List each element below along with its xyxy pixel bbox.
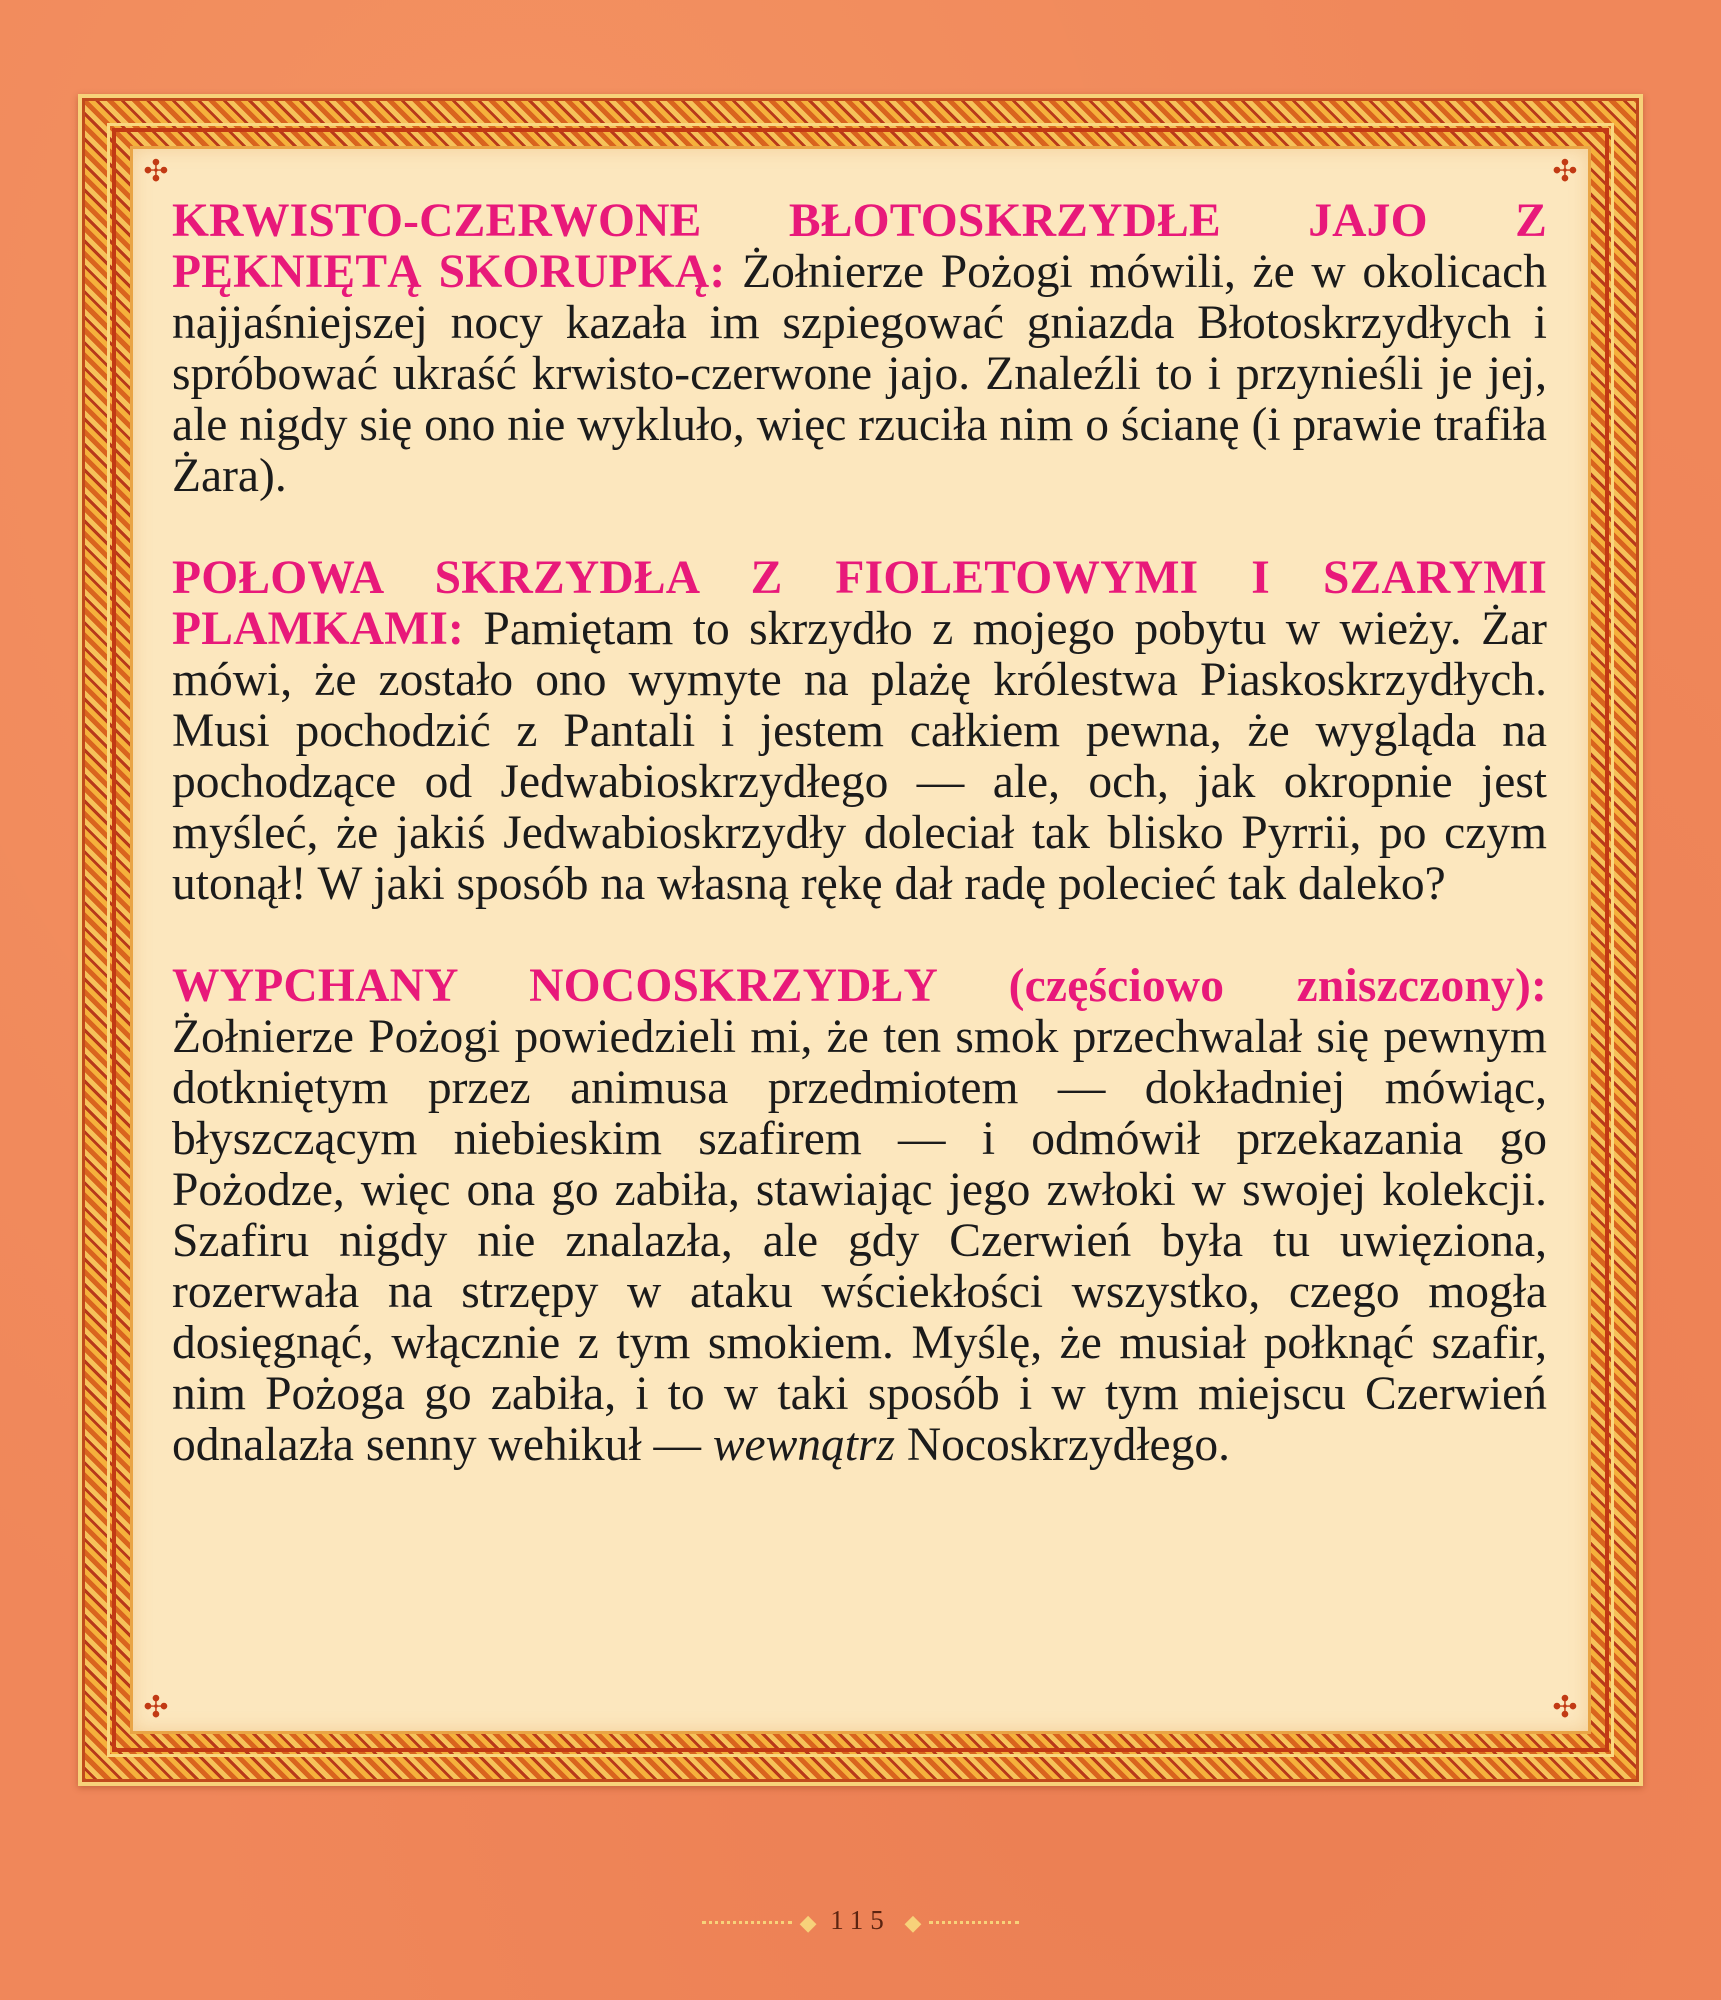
diamond-icon: ◆ (904, 1909, 922, 1935)
entry-heading: POŁOWA SKRZYDŁA Z FIOLETOWYMI I SZARYMI PLAMKAMI: (172, 552, 1547, 655)
corner-ornament-icon: ✣ (1552, 155, 1578, 188)
corner-ornament-icon: ✣ (1552, 1691, 1578, 1724)
page-content (172, 196, 1547, 1471)
entry-heading: KRWISTO-CZERWONE BŁOTOSKRZYDŁE JAJO Z PĘKNIĘTĄ SKORUPKĄ: (172, 195, 1547, 298)
entry-stuffed-nightwing (172, 961, 1547, 1471)
entry-text: Pamiętam to skrzydło z mojego pobytu w wieży. Żar mówi, że zostało ono wymyte na plażę królestwa Piaskoskrzydłych. Musi pochodzić z Pantali i jestem całkiem pewna, że wygląda na pochodzące od Jedwabioskrzydłego — ale, och, jak okropnie jest myśleć, że jakiś Jedwabioskrzydły doleciał tak blisko Pyrrii, po czym utonął! W jaki sposób na własną rękę dał radę polecieć tak daleko? (172, 603, 1547, 910)
page-number: 115 (830, 1905, 891, 1935)
diamond-icon: ◆ (799, 1909, 817, 1935)
entry-text-italic: wewnątrz (712, 1419, 895, 1471)
corner-ornament-icon: ✣ (143, 1691, 169, 1724)
entry-text: Żołnierze Pożogi mówili, że w okolicach najjaśniejszej nocy kazała im szpiegować gniazda Błotoskrzydłych i spróbować ukraść krwisto-czerwone jajo. Znaleźli to i przynieśli je jej, ale nigdy się ono nie wykluło, więc rzuciła nim o ścianę (i prawie trafiła Żara). (172, 246, 1548, 502)
entry-half-wing (172, 553, 1547, 910)
corner-ornament-icon: ✣ (143, 155, 169, 188)
entry-heading-note: (częściowo zniszczony): (936, 960, 1548, 1012)
entry-blood-red-egg (172, 196, 1547, 502)
footer-divider-left (702, 1921, 792, 1924)
entry-heading: WYPCHANY NOCOSKRZYDŁY (172, 960, 937, 1012)
entry-text: Żołnierze Pożogi powiedzieli mi, że ten smok przechwalał się pewnym dotkniętym przez animusa przedmiotem — dokładniej mówiąc, błyszczącym niebieskim szafirem — i odmówił przekazania go Pożodze, więc ona go zabiła, stawiając jego zwłoki w swojej kolekcji. Szafiru nigdy nie znalazła, ale gdy Czerwień była tu uwięziona, rozerwała na strzępy w ataku wściekłości wszystko, czego mogła dosięgnąć, włącznie z tym smokiem. Myślę, że musiał połknąć szafir, nim Pożoga go zabiła, i to w taki sposób i w tym miejscu Czerwień odnalazła senny wehikuł — (172, 1011, 1547, 1471)
entry-text-end: Nocoskrzydłego. (894, 1419, 1231, 1471)
page-number-footer (0, 1905, 1721, 1936)
footer-divider-right (929, 1921, 1019, 1924)
